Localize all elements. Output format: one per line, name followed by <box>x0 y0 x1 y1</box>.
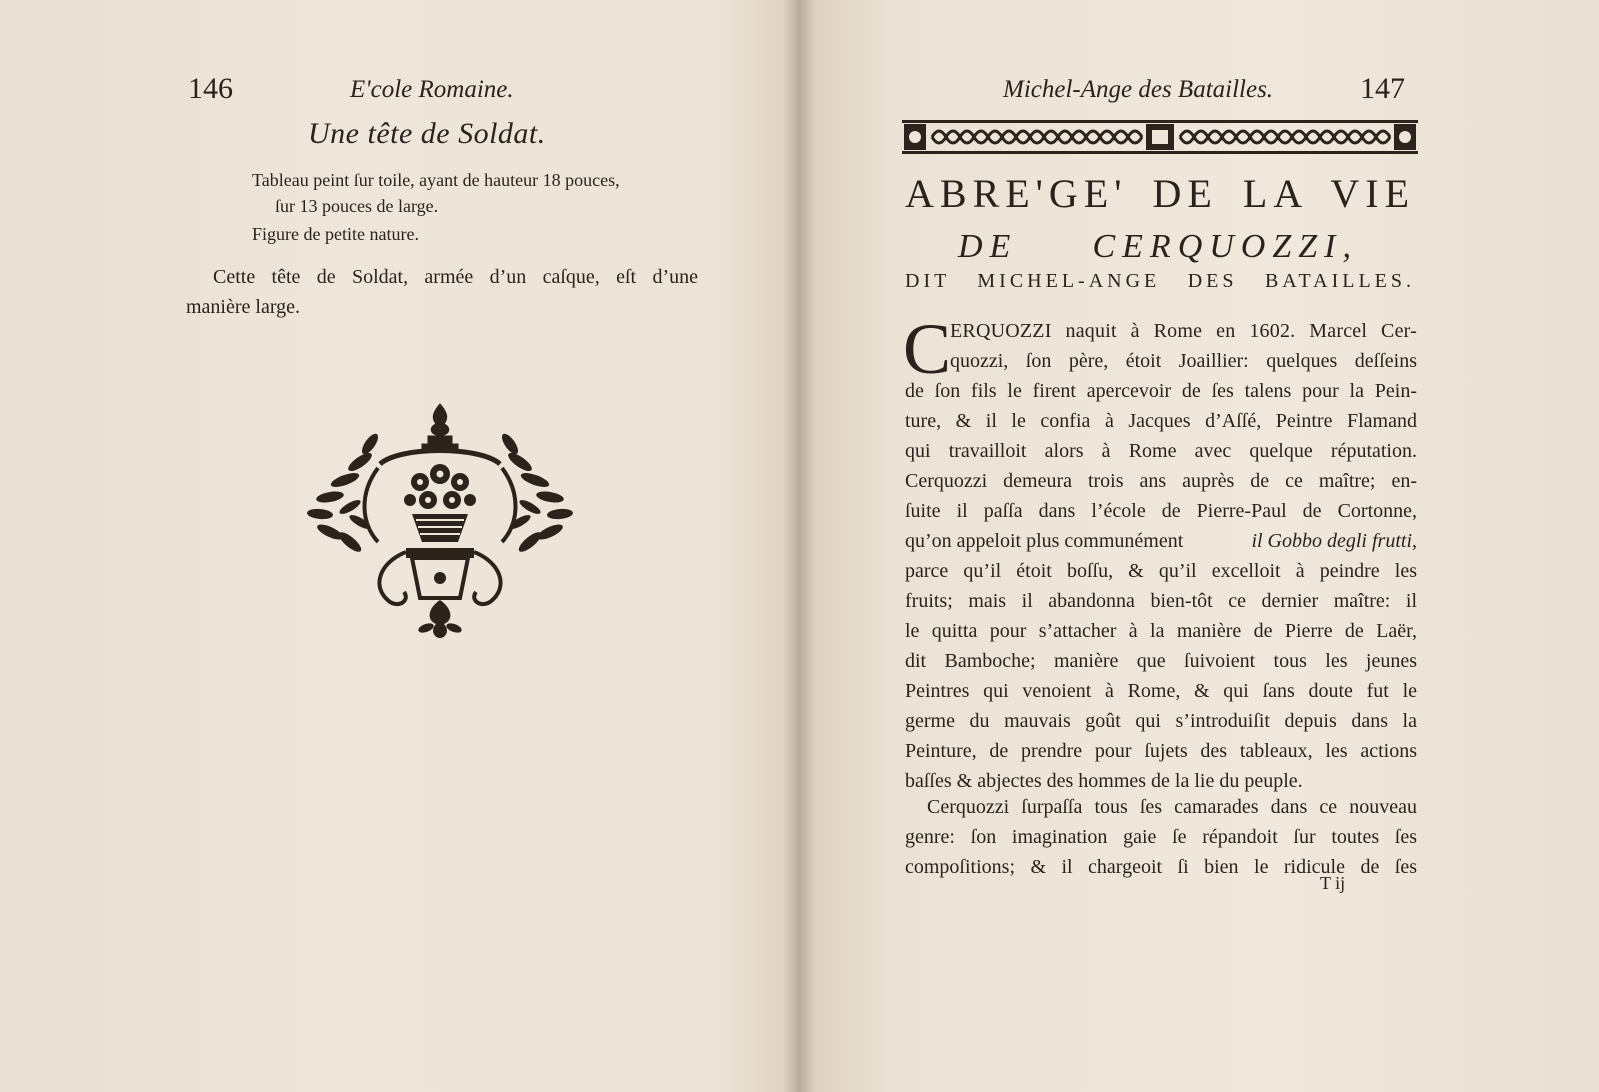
paragraph-1-line: ture, & il le confia à Jacques d’Aſſé, Peintre Flamand <box>905 410 1417 432</box>
paragraph-1-line: quozzi, ſon père, étoit Joaillier: quelques deſſeins <box>950 350 1417 372</box>
description-line-1: Cette tête de Soldat, armée d’un caſque, eſt d’une <box>213 266 698 288</box>
paragraph-1-line: dit Bamboche; manière que ſuivoient tous les jeunes <box>905 650 1417 672</box>
paragraph-1-line: de ſon fils le firent apercevoir de ſes talens pour la Pein- <box>905 380 1417 402</box>
paragraph-1-line: Cerquozzi demeura trois ans auprès de ce maître; en- <box>905 470 1417 492</box>
caption-line-3: Figure de petite nature. <box>252 224 419 244</box>
running-head-left: E'cole Romaine. <box>350 76 514 103</box>
page-number-right: 147 <box>1360 72 1405 105</box>
paragraph-1-line: qu’on appeloit plus communément <box>905 530 1184 552</box>
paragraph-2-line: compoſitions; & il chargeoit ſi bien le ridicule de ſes <box>905 856 1417 878</box>
left-page <box>0 0 799 1092</box>
paragraph-1-line: ſuite il paſſa dans l’école de Pierre-Paul de Cortonne, <box>905 500 1417 522</box>
signature-mark: T ij <box>1320 873 1346 893</box>
paragraph-1-line: Peinture, de prendre pour ſujets des tableaux, les actions <box>905 740 1417 762</box>
paragraph-1-line: ERQUOZZI naquit à Rome en 1602. Marcel Cer- <box>950 320 1417 342</box>
caption-line-2: ſur 13 pouces de large. <box>275 196 439 216</box>
description-line-2: manière large. <box>186 296 301 318</box>
chapter-heading-line-3: DIT MICHEL-ANGE DES BATAILLES. <box>905 270 1415 292</box>
ornamental-band-icon <box>902 118 1418 156</box>
paragraph-1-line: qui travailloit alors à Rome avec quelque réputation. <box>905 440 1417 462</box>
paragraph-1-line: fruits; mais il abandonna bien-tôt ce dernier maître: il <box>905 590 1417 612</box>
paragraph-2 <box>905 792 1417 882</box>
page-number-left: 146 <box>188 72 233 105</box>
paragraph-2-line: genre: ſon imagination gaie ſe répandoit ſur toutes ſes <box>905 826 1417 848</box>
running-head-right: Michel-Ange des Batailles. <box>1003 76 1274 103</box>
floral-vase-vignette-icon <box>300 402 580 652</box>
italic-phrase: il Gobbo degli frutti, <box>1251 530 1417 552</box>
paragraph-1-line: germe du mauvais goût qui s’introduiſit depuis dans la <box>905 710 1417 732</box>
drop-cap: C <box>903 309 952 389</box>
paragraph-2-line: Cerquozzi ſurpaſſa tous ſes camarades dans ce nouveau <box>927 796 1417 818</box>
paragraph-1-line: parce qu’il étoit boſſu, & qu’il excelloit à peindre les <box>905 560 1417 582</box>
chapter-heading-line-2: DE CERQUOZZI, <box>958 228 1358 265</box>
paragraph-1-line: Peintres qui venoient à Rome, & qui ſans doute fut le <box>905 680 1417 702</box>
artwork-title: Une tête de Soldat. <box>308 117 546 150</box>
paragraph-1-line: baſſes & abjectes des hommes de la lie du peuple. <box>905 770 1303 792</box>
paragraph-1-line: le quitta pour s’attacher à la manière de Pierre de Laër, <box>905 620 1417 642</box>
caption-line-1: Tableau peint ſur toile, ayant de hauteur 18 pouces, <box>252 170 620 190</box>
chapter-heading-line-1: ABRE'GE' DE LA VIE <box>905 171 1415 216</box>
description-text <box>186 262 698 322</box>
paragraph-1 <box>903 309 1417 796</box>
paragraph-1-line-mixed <box>905 526 1417 556</box>
